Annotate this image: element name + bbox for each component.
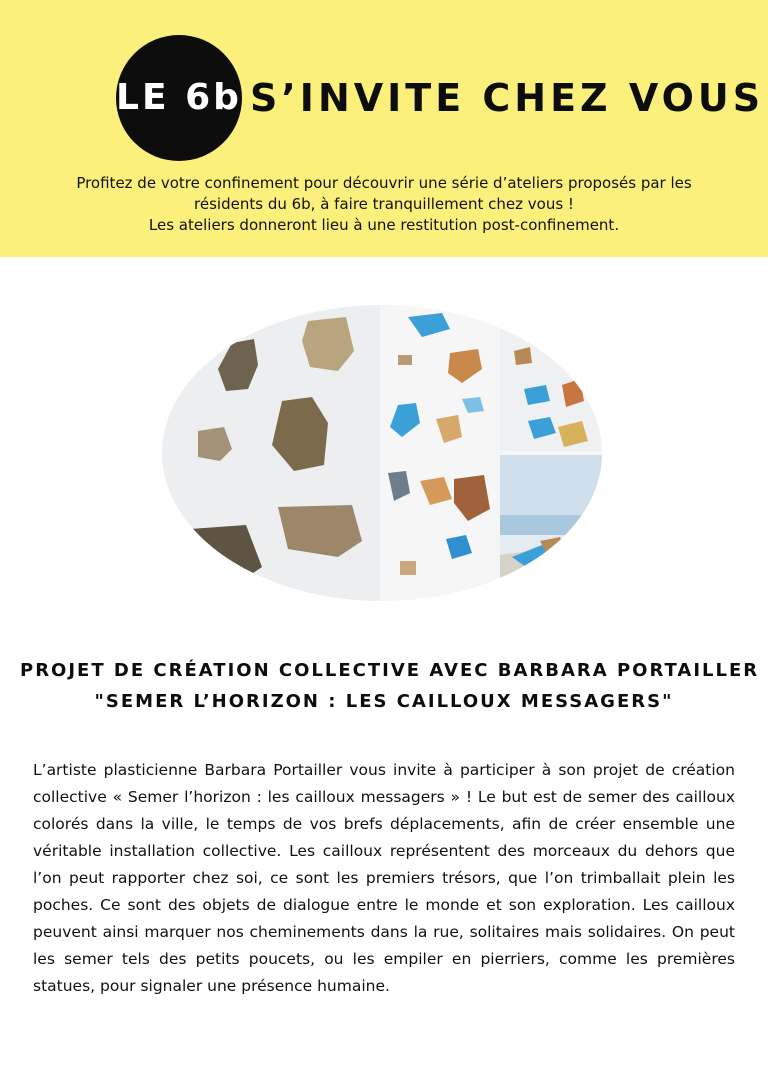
project-title-line: PROJET DE CRÉATION COLLECTIVE AVEC BARBARA PORTAILLER bbox=[20, 660, 760, 681]
stone bbox=[400, 561, 416, 575]
sky bbox=[500, 455, 602, 515]
stone bbox=[278, 505, 362, 557]
intro-line: résidents du 6b, à faire tranquillement chez vous ! bbox=[194, 195, 574, 213]
collage-panel-middle bbox=[384, 305, 496, 601]
stones-photo-collage bbox=[162, 305, 602, 601]
intro-text bbox=[20, 173, 748, 236]
project-title bbox=[20, 655, 760, 717]
intro-line: Profitez de votre confinement pour découvrir une série d’ateliers proposés par les bbox=[76, 174, 692, 192]
stones-collage-image bbox=[162, 305, 602, 601]
headline: S’INVITE CHEZ VOUS bbox=[250, 76, 765, 120]
project-subtitle-line: "SEMER L’HORIZON : LES CAILLOUX MESSAGERS" bbox=[94, 691, 674, 712]
logo-text: LE 6b bbox=[116, 77, 242, 118]
project-description: L’artiste plasticienne Barbara Portailler vous invite à participer à son projet de création collective « Semer l’horizon : les cailloux messagers » ! Le but est de semer des cailloux colorés dans la ville, le temps de vos brefs déplacements, afin de créer ensemble une véritable installation collective. Les cailloux représentent des morceaux du dehors que l’on peut rapporter chez soi, ce sont les premiers trésors, que l’on trimballait plein les poches. Ce sont des objets de dialogue entre le monde et son exploration. Les cailloux peuvent ainsi marquer nos cheminements dans la rue, solitaires mais solidaires. On peut les semer tels des petits poucets, ou les empiler en pierriers, comme les premières statues, pour signaler une présence humaine. bbox=[33, 761, 735, 995]
stone bbox=[398, 355, 412, 365]
intro-line: Les ateliers donneront lieu à une restitution post-confinement. bbox=[148, 216, 620, 234]
water bbox=[500, 515, 602, 535]
